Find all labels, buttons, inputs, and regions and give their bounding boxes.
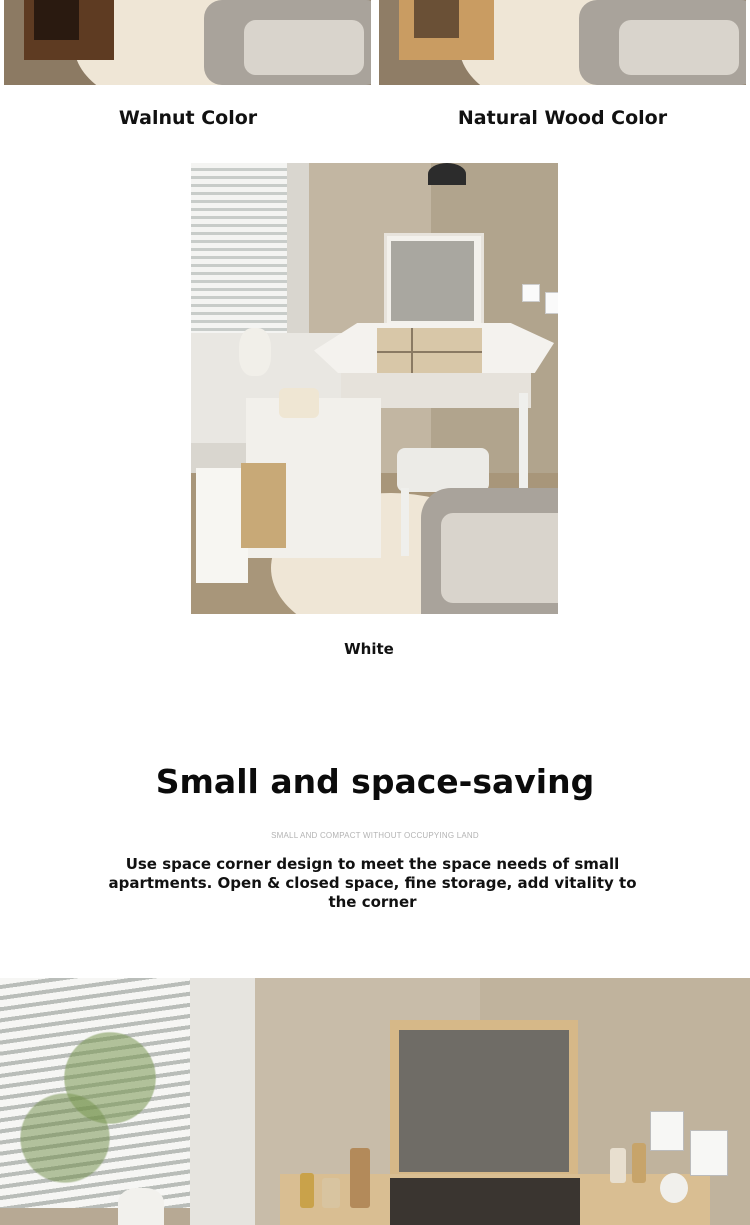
corner-vanity-photo [0,978,750,1225]
variant-label-walnut: Walnut Color [118,107,258,129]
wall-switch [690,1130,728,1176]
desk-leg [519,393,528,488]
mirror-glass [391,241,474,321]
pendant-lamp [428,163,466,185]
bed-sheet [619,20,739,75]
cosmetic-bottle [610,1148,626,1183]
window-frame [190,978,255,1225]
wall-socket [650,1111,684,1151]
bed-sheet [244,20,364,75]
drawer-items [241,463,286,548]
variant-label-natural-wood: Natural Wood Color [457,107,668,129]
stool-seat [397,448,489,492]
stool-leg [401,488,409,556]
feature-subline: SMALL AND COMPACT WITHOUT OCCUPYING LAND [271,831,479,840]
perfume-bottle [300,1173,314,1208]
cream-jar [660,1173,688,1203]
feature-description: Use space corner design to meet the space needs of small apartments. Open & closed space, fine storage, add vitality to the corner [108,855,637,911]
storage-tray [377,328,482,376]
rabbit-figurine [239,328,271,376]
rabbit-figurine [118,1188,164,1225]
wall-socket [522,284,540,302]
bed-sheet [441,513,558,603]
feature-headline: Small and space-saving [155,762,595,801]
window-blinds [191,163,287,333]
perfume-bottle [322,1178,340,1208]
mirror-glass [399,1030,569,1172]
wall-switch [545,292,558,314]
plant [20,998,170,1198]
cabinet-shelf [34,0,79,40]
white-color-photo [191,163,558,614]
walnut-color-photo [4,0,371,85]
variant-label-white: White [344,640,394,658]
brush-holder [350,1148,370,1208]
storage-tray [390,1178,580,1225]
cabinet-shelf [414,0,459,38]
mini-radio [279,388,319,418]
natural-wood-color-photo [379,0,746,85]
cosmetic-bottle [632,1143,646,1183]
